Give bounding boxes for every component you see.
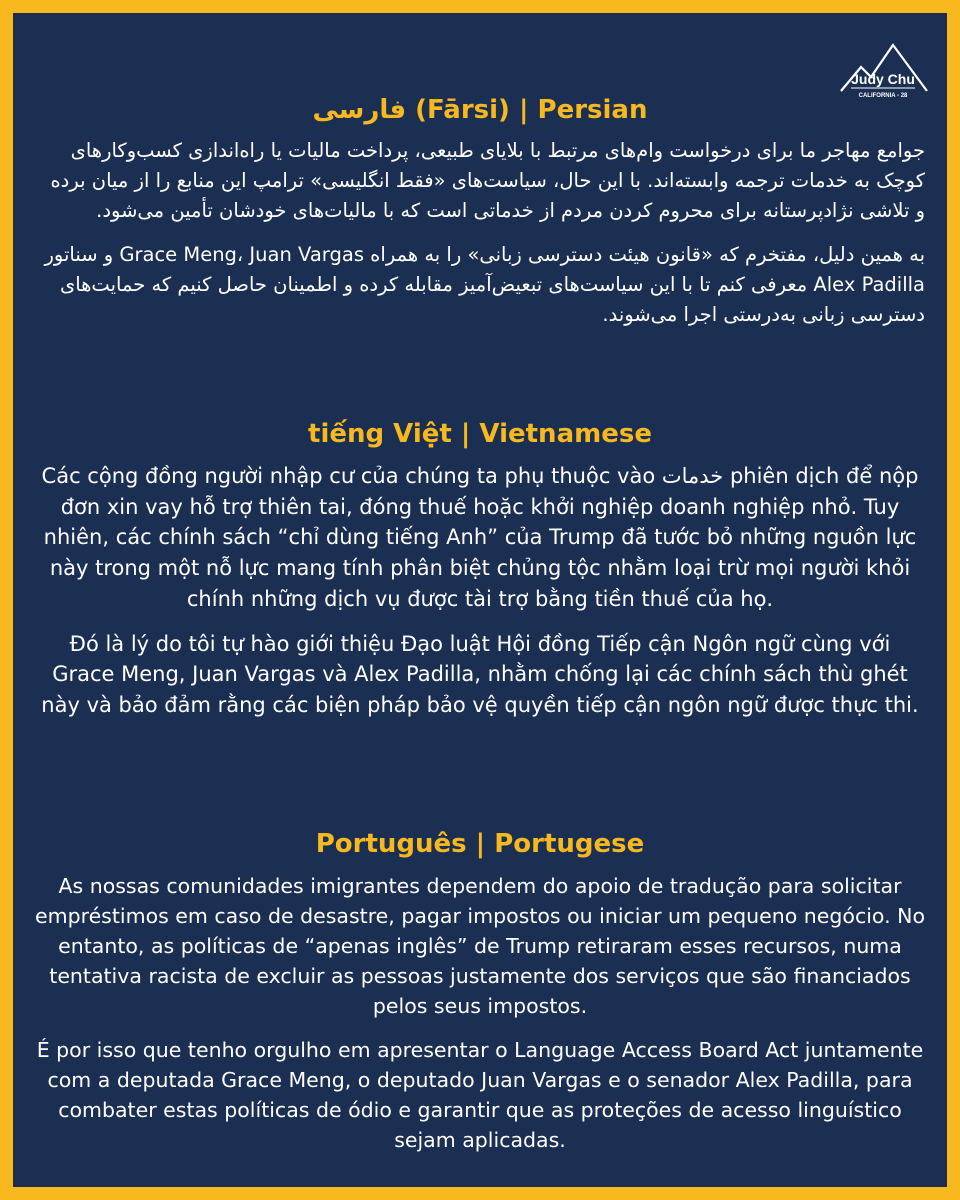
content-panel xyxy=(13,13,947,1187)
section-heading-portuguese: Português | Portugese xyxy=(315,829,645,859)
paragraph-persian-2: به همین دلیل، مفتخرم که «قانون هیئت دسترسی زبانی» را به همراه Grace Meng، Juan Vargas و سناتور Alex Padilla معرفی کنم تا با این سیاست‌های تبعیض‌آمیز مقابله کرده و اطمینان حاصل کنیم که حمایت‌های دسترسی زبانی به‌درستی اجرا می‌شوند. xyxy=(44,243,925,326)
paragraph-persian-1: جوامع مهاجر ما برای درخواست وام‌های مرتبط با بلایای طبیعی، پرداخت مالیات یا راه‌اندازی کسب‌وکارهای کوچک به خدمات ترجمه وابسته‌اند. با این حال، سیاست‌های «فقط انگلیسی» ترامپ این منابع را از میان برده و تلاشی نژادپرستانه برای محروم کردن مردم از خدماتی است که با مالیات‌های خودشان تأمین می‌شود. xyxy=(50,139,925,222)
section-heading-vietnamese: tiếng Việt | Vietnamese xyxy=(308,419,652,449)
section-persian xyxy=(13,93,947,330)
paragraph-vietnamese-1: Các cộng đồng người nhập cư của chúng ta phụ thuộc vào خدمات phiên dịch để nộp đơn xin vay hỗ trợ thiên tai, đóng thuế hoặc khởi nghiệp doanh nghiệp nhỏ. Tuy nhiên, các chính sách “chỉ dùng tiếng Anh” của Trump đã tước bỏ những nguồn lực này trong một nỗ lực mang tính phân biệt chủng tộc nhằm loại trừ mọi người khỏi chính những dịch vụ được tài trợ bằng tiền thuế của họ. xyxy=(41,464,919,611)
logo-name: Judy Chu xyxy=(851,71,915,87)
section-heading-persian: فارسی (Fārsi) | Persian xyxy=(312,95,648,125)
section-vietnamese xyxy=(13,417,947,721)
paragraph-portuguese-2: É por isso que tenho orgulho em apresentar o Language Access Board Act juntamente com a deputada Grace Meng, o deputado Juan Vargas e o senador Alex Padilla, para combater estas políticas de ódio e garantir que as proteções de acesso linguístico sejam aplicadas. xyxy=(36,1038,924,1152)
section-portuguese xyxy=(13,827,947,1155)
logo-district: CALIFORNIA - 28 xyxy=(858,93,908,99)
paragraph-portuguese-1: As nossas comunidades imigrantes dependem do apoio de tradução para solicitar empréstimos em caso de desastre, pagar impostos ou iniciar um pequeno negócio. No entanto, as políticas de “apenas inglês” de Trump retiraram esses recursos, numa tentativa racista de excluir as pessoas justamente dos serviços que são financiados pelos seus impostos. xyxy=(35,874,925,1018)
paragraph-vietnamese-2: Đó là lý do tôi tự hào giới thiệu Đạo luật Hội đồng Tiếp cận Ngôn ngữ cùng với Grace Meng, Juan Vargas và Alex Padilla, nhằm chống lại các chính sách thù ghét này và bảo đảm rằng các biện pháp bảo vệ quyền tiếp cận ngôn ngữ được thực thi. xyxy=(41,631,919,717)
